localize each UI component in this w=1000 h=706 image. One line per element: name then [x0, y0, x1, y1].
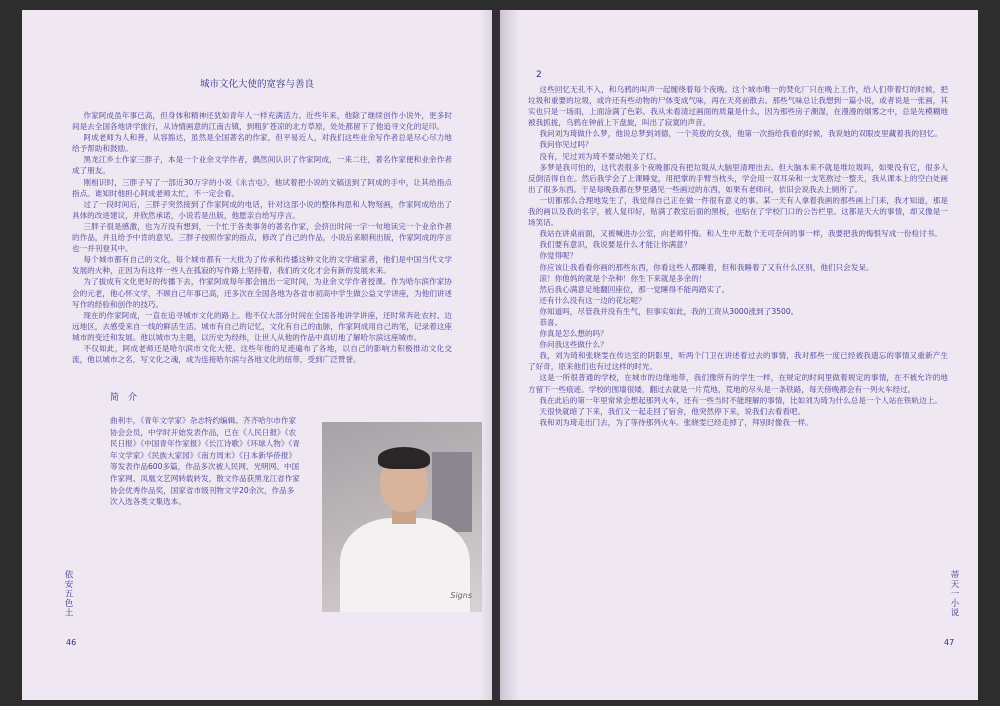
left-body-text — [72, 110, 452, 365]
bio-heading: 简 介 — [110, 393, 138, 403]
author-photo — [322, 422, 482, 612]
paragraph: 黑龙江乡土作家三胖子，本是一个业余文学作者，偶然间认识了作家阿成，一来二往，著名作家便和业余作者成了朋友。 — [72, 155, 452, 176]
paragraph: 过了一段时间后，三胖子突然接到了作家阿成的电话，针对这部小说的整体构思和人物刻画，作家阿成给出了具体的改进建议，并欣然承诺，小说若是出版，他愿亲自给写序言。 — [72, 199, 452, 220]
paragraph: 然后我心满意足地翻回座位，那一觉睡得不能再踏实了。 — [539, 284, 730, 294]
photo-hair — [378, 447, 430, 469]
paragraph: 天很快就暗了下来，我们又一起走回了宿舍，他突然停下来，说我们去看看吧。 — [539, 406, 806, 416]
paragraph: 滚！你他妈的就是个杂种！你生下来就是多余的！ — [539, 273, 707, 283]
paragraph: 你问我这些做什么？ — [539, 340, 608, 350]
paragraph: 你真是怎么想的吗？ — [539, 329, 608, 339]
paragraph: 每个城市都有自己的文化，每个城市都有一大批为了传承和传播这种文化的文学痛家者，他们是中国当代文学发展的火种，正因为有这样一些人在孤寂的写作路上坚持着，我们的文化才会有新的发展未来。 — [72, 255, 452, 276]
section-number: 2 — [536, 70, 542, 80]
paragraph: 为了拔成有文化更好的传播下去，作家阿成每年都会抽出一定时间，为业余文学作者授课。作为哈尔滨作家协会的元老，他心怀文学，不顾自己年事已高，还多次在全国各地为各省市初高中学生做公益文学讲座，为他们讲述写作的经验和创作的技巧。 — [72, 277, 452, 309]
paragraph: 我们要有意识，我说要是什么才能让你满意？ — [539, 240, 692, 250]
paragraph: 还有什么没有这一边的花坛呢？ — [539, 295, 646, 305]
paragraph: 我和刘为琦走出门去，为了等待那列火车。张晓雯已经走掉了，拜别时像我一样。 — [539, 417, 813, 427]
paragraph: 多梦是我可怕的，这代表很多个夜晚都没有把垃圾从大脑里清理出去。但大脑本来不就是堆垃圾吗，如果没有它，很多人反倒活得自在。然后我学会了上课睡觉，用把掌的手臂当枕头，学会用一双耳朵和一支笔熬过一整天，我从课本上的空白处画出了很多东西。于是每晚我都在梦里遇见一些画过的东西，如果有老师问，依旧会说我去上厕所了。 — [528, 162, 948, 194]
right-body-text — [528, 84, 948, 428]
paragraph: 作家阿成虽年事已高，但身体和精神还犹如青年人一样充满活力。近些年来，他除了继续创作小说外，更多时间是去全国各地讲学旅行，从诗情画意的江南古镇，到粗犷苍凉的北方草原，处处都留下了他追寻文化的足印。 — [72, 111, 452, 132]
left-running-head: 依安五色土 — [63, 570, 73, 618]
paragraph: 你应该让我看看你画的那些东西，你看这些人都睡着，但和我睡着了又有什么区别，他们只会发呆。 — [539, 262, 874, 272]
paragraph: 刚相识时，三胖子写了一部近30万字的小说《永吉屯》，他试着把小说的文稿送到了阿成的手中，让其给指点指点。谁知时他担心阿成老师太忙，不一定会看。 — [72, 177, 452, 198]
paragraph: 你知道吗，尽管我并没有生气，但事实如此，我的工资从3000涨到了3500。 — [539, 306, 799, 316]
paragraph: 我，刘为琦和张晓雯在传达室的阴影里，听两个门卫在讲述着过去的事情，我对那些一度已经被我遗忘的事情又重新产生了好奇，原来他们也有过这样的时光。 — [528, 351, 948, 372]
author-bio: 曲利丰，《青年文学家》杂志特约编辑。齐齐哈尔市作家协会会员，中学时开始发表作品，已在《人民日报》《农民日报》《中国青年作家报》《长江诗歌》《环球人物》《青年文学家》《民族大家园》《南方周末》《日本新华侨报》等发表作品600多篇，作品多次被人民网、光明网、中国作家网、凤凰文艺网转载转发，散文作品获黑龙江省作家协会优秀作品奖，国家省市级刊物文学20余次，作品多次入选各类文集选本。 — [110, 416, 300, 507]
right-page — [500, 10, 978, 700]
paragraph: 这些回忆无孔不入，和乌鸦的叫声一起缠绕着每个夜晚。这个城市唯一的焚化厂只在晚上工作，给人们带着灯的时候，把垃圾和重要的垃圾，或许还有些动物的尸体变成气味，再在天亮前散去。那些气味总让我想到一篇小说，或者说是一张画，其实也只是一场雨，上面涂满了色彩。我从未看清过画面的质量是什么，因为那些房子潮湿，在漫漫的烟雾之中，总是先模糊地被我抓拢，乌鸦在钟前上下盘旋，叫出了寂寞的声音。 — [528, 85, 948, 128]
paragraph: 不仅如此，阿成老师还是哈尔滨市文化大使。这些年他的足迹遍布了各地，以自己的影响力积极推动文化交流，他以城市之名，写文化之魂，成为连接哈尔滨与各地文化的纽带，受到广泛赞誉。 — [72, 343, 452, 365]
paragraph: 我在此后的第一年里常常会想起那列火车，还有一些当时不能理解的事情，比如刘为琦为什么总是一个人站在铁轨边上。 — [539, 395, 942, 405]
photo-signature: Signs — [450, 591, 472, 600]
left-page-number: 46 — [66, 638, 77, 647]
right-page-number: 47 — [944, 638, 955, 647]
paragraph: 现在的作家阿成，一直在追寻城市文化的路上。他不仅大部分时间在全国各地讲学讲座，还时常奔赴农村、边远地区，去感受来自一线的鲜活生活。城市有自己的记忆，文化有自己的血脉，作家阿成用自己的笔，记录着这座城市的变迁和发展。他以城市为主题，以历史为经纬，让世人从他的作品中真切地了解哈尔滨这座城市。 — [72, 310, 452, 342]
photo-background — [432, 452, 472, 532]
paragraph: 三胖子很是感激，也为万没有想到，一个忙于各类事务的著名作家，会挤出时间一字一句地读完一个业余作者的作品，并且给予中肯的意见。三胖子按照作家的指点，修改了自己的作品，小说后来顺利出版，作家阿成的序言也一并刊登其中。 — [72, 221, 452, 254]
paragraph: 你觉得呢？ — [539, 251, 578, 261]
paragraph: 我站在讲桌前面，又被喊进办公室，向老师忏悔。和人生中无数个无可奈何的事一样，我要把我的悔恨写成一份检讨书。 — [539, 229, 942, 239]
right-running-head: 蒂天一小说 — [949, 570, 959, 618]
paragraph: 我问你见过吗？ — [539, 140, 593, 150]
article-title: 城市文化大使的宽容与善良 — [199, 79, 314, 90]
paragraph: 我问刘为琦做什么梦，他说总梦到刘德，一个英俊的女孩，他第一次指给我看的时候，我说她的双眼皮里藏着我的回忆。 — [539, 129, 942, 139]
paragraph: 这是一所很普通的学校，在城市的边缘地带，我们像所有的学生一样，在规定的时间里做着规定的事情，在不被允许的地方留下一些痕迹。学校的围墙很矮，翻过去就是一片荒地，荒地的尽头是一条铁路，每天傍晚都会有一列火车经过。 — [528, 373, 948, 394]
left-page — [22, 10, 492, 700]
paragraph: 没有，见过刘为琦不要动她关了灯。 — [539, 151, 661, 161]
paragraph: 恭喜。 — [539, 317, 563, 327]
paragraph: 阿成老师为人和善，从容豁达，虽然是全国著名的作家，但平易近人，对我们这些业余写作者总是尽心尽力地给予帮助和鼓励。 — [72, 133, 452, 154]
paragraph: 一切都那么合理地发生了，我觉得自己正在做一件很有意义的事。某一天有人拿着我画的那些画上门来，我才知道，那是我的画以及我的名字，被人复印好，贴满了教室后面的黑板，也贴在了学校门口的公告栏里。这都是天大的事情，却又像是一场笑话。 — [528, 195, 948, 228]
